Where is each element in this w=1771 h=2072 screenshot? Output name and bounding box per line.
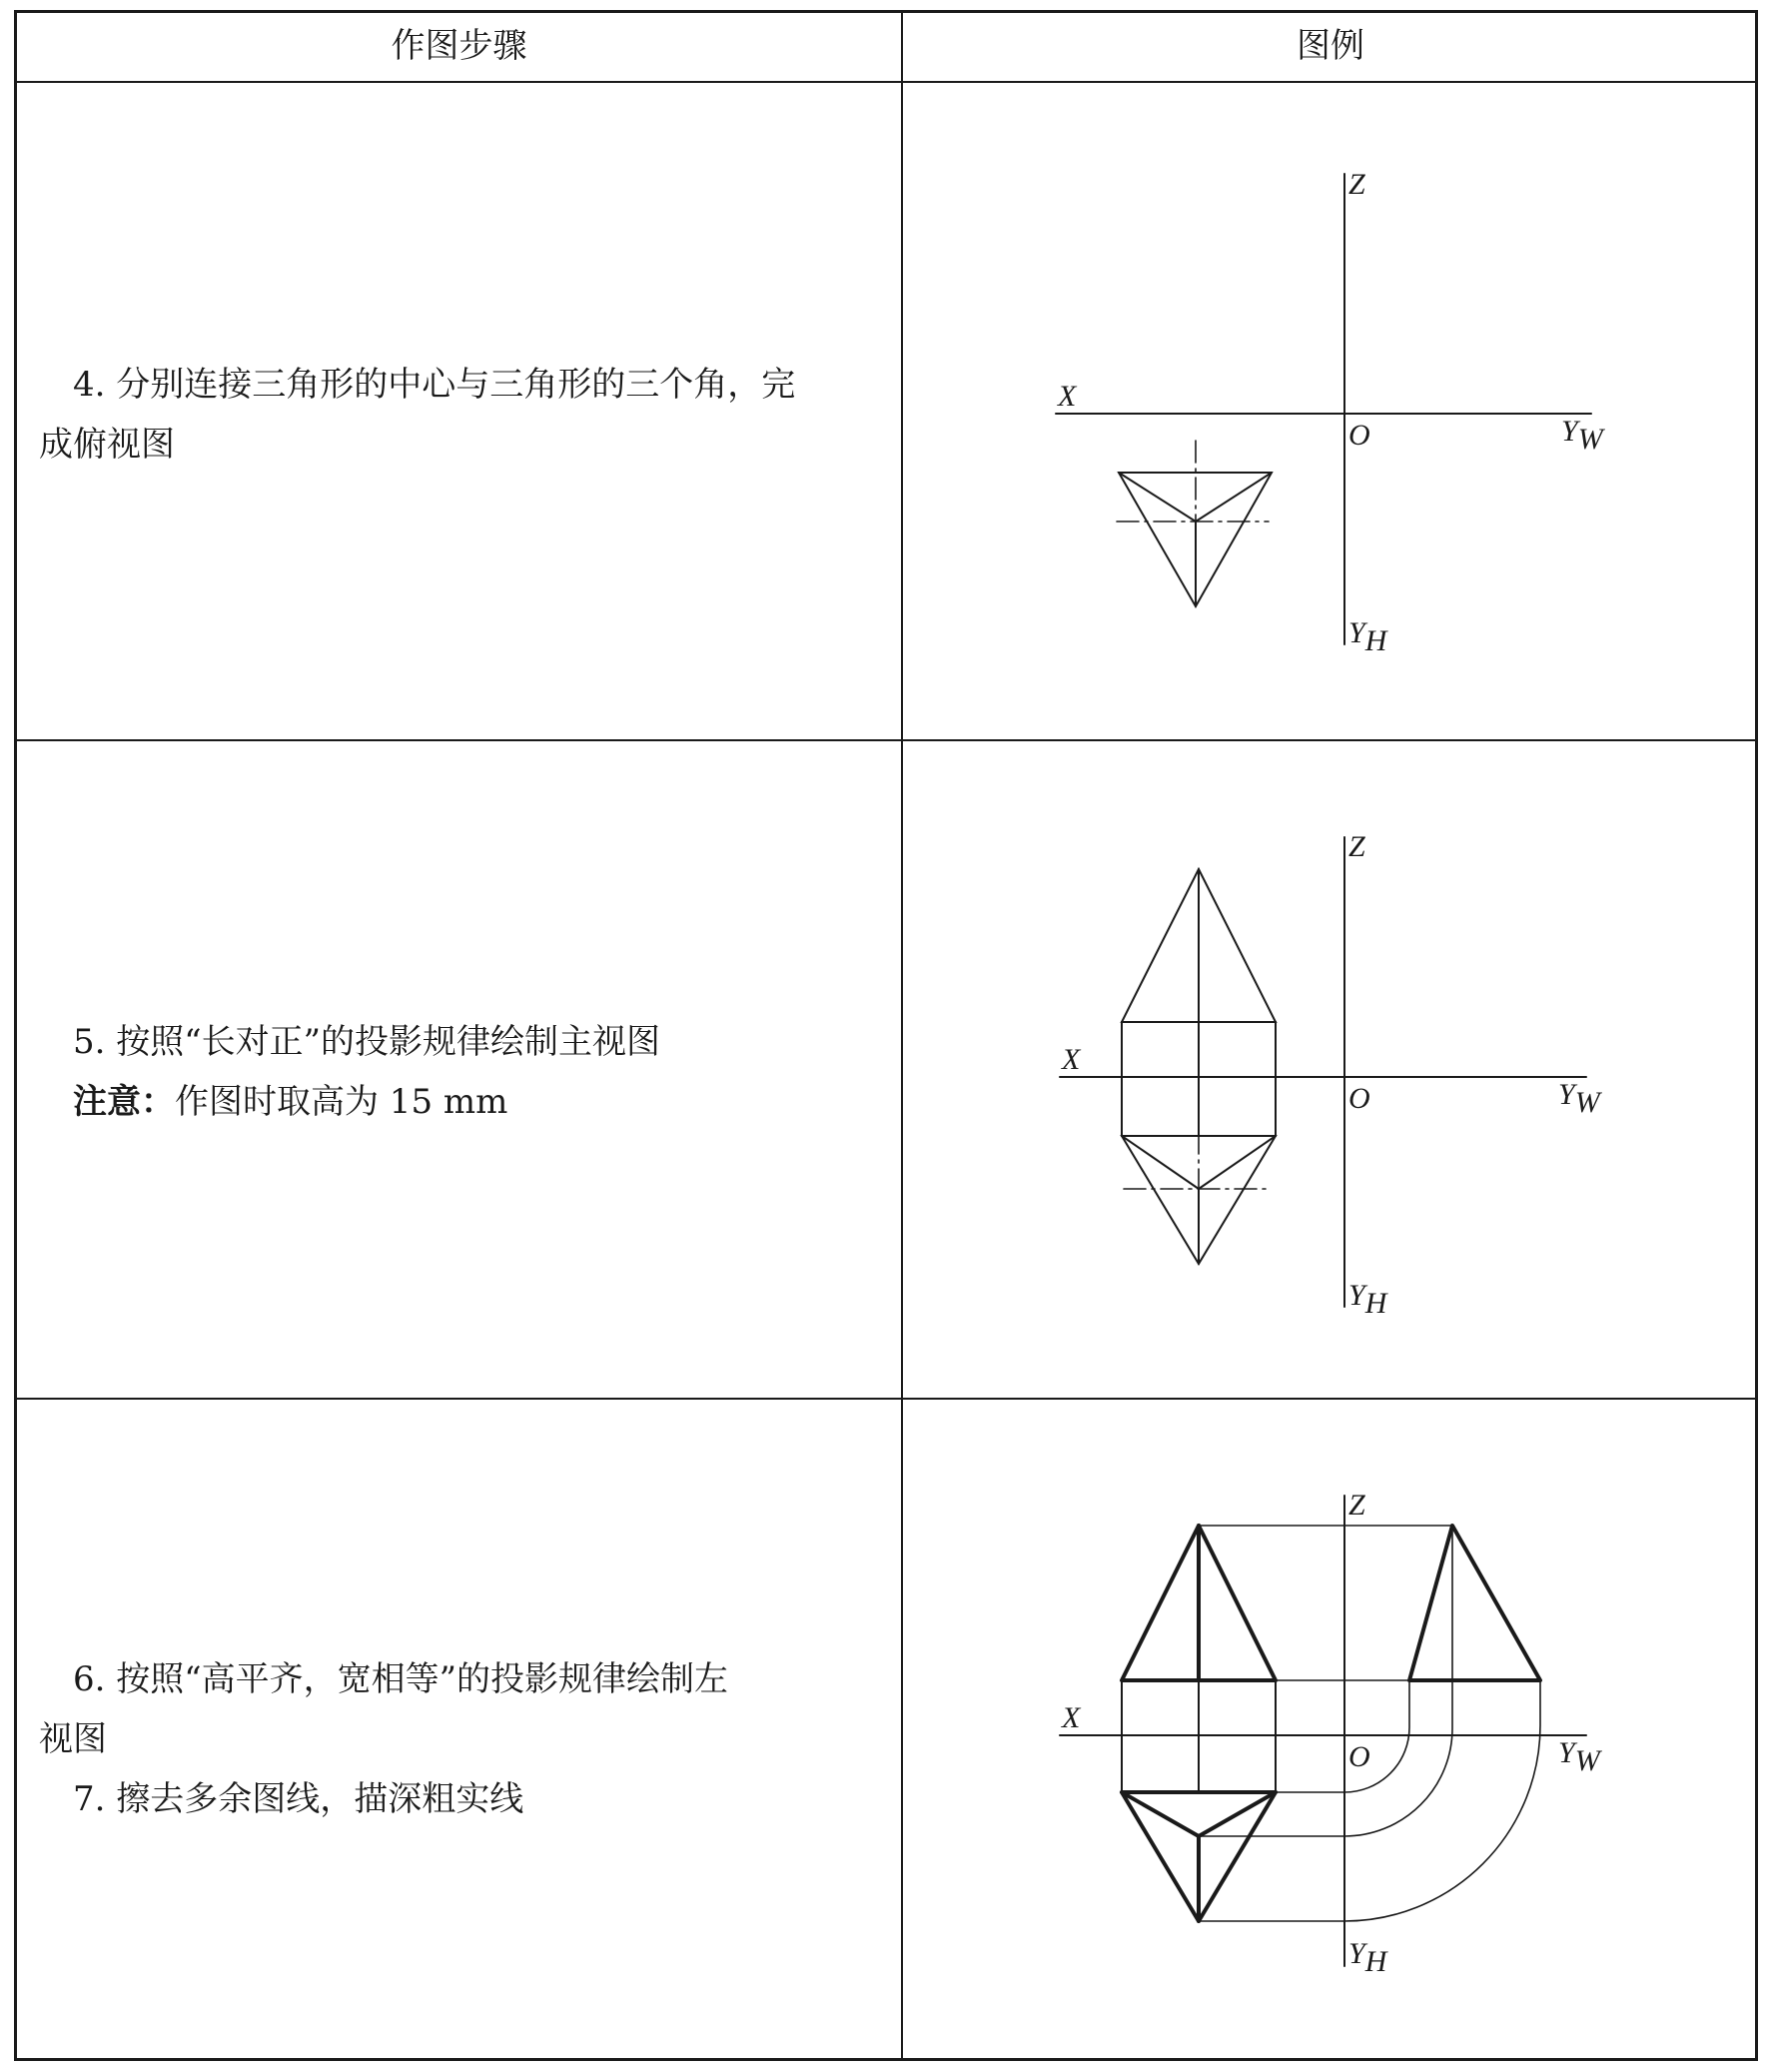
fig3-label-z: Z — [1348, 1489, 1365, 1522]
fig3-label-x: X — [1062, 1701, 1081, 1734]
fig2-top-edge-left — [1122, 1136, 1199, 1189]
fig2-label-yw: YW — [1558, 1078, 1600, 1119]
fig1-label-yh: YH — [1348, 616, 1387, 657]
note-text: 作图时取高为 15 mm — [175, 1082, 508, 1122]
step-7-line: 7. 擦去多余图线，描深粗实线 — [73, 1779, 524, 1819]
fig1-label-o: O — [1348, 419, 1370, 452]
fig3-arc-3 — [1344, 1680, 1540, 1921]
figure-3-three-views — [1060, 1496, 1586, 1966]
fig1-label-x: X — [1058, 380, 1077, 413]
figure-1-top-view — [1056, 174, 1591, 644]
fig3-label-o: O — [1348, 1740, 1370, 1773]
fig1-label-yw: YW — [1561, 415, 1603, 456]
fig2-label-x: X — [1062, 1043, 1081, 1076]
fig2-top-edge-right — [1199, 1136, 1276, 1189]
step-4-line-1: 4. 分别连接三角形的中心与三角形的三个角，完 — [73, 365, 796, 405]
fig2-label-z: Z — [1348, 830, 1365, 863]
note-label: 注意： — [73, 1082, 175, 1122]
fig2-label-o: O — [1348, 1082, 1370, 1115]
step-6-line-1: 6. 按照“高平齐，宽相等”的投影规律绘制左 — [73, 1659, 729, 1699]
header-figure: 图例 — [1297, 26, 1364, 66]
fig1-edge-right — [1196, 473, 1272, 521]
fig1-edge-left — [1119, 473, 1196, 521]
axis-labels — [1057, 168, 1606, 1978]
fig3-side-triangle — [1409, 1526, 1540, 1680]
fig3-label-yw: YW — [1558, 1736, 1600, 1777]
step-6-line-2: 视图 — [39, 1719, 107, 1759]
fig3-label-yh: YH — [1348, 1937, 1387, 1978]
step-4-line-2: 成俯视图 — [39, 425, 175, 465]
fig2-label-yh: YH — [1348, 1279, 1387, 1320]
fig1-label-z: Z — [1348, 168, 1365, 201]
figure-2-front-top-views — [1060, 837, 1586, 1307]
step-5-line-1: 5. 按照“长对正”的投影规律绘制主视图 — [73, 1022, 661, 1062]
header-steps: 作图步骤 — [391, 26, 527, 66]
